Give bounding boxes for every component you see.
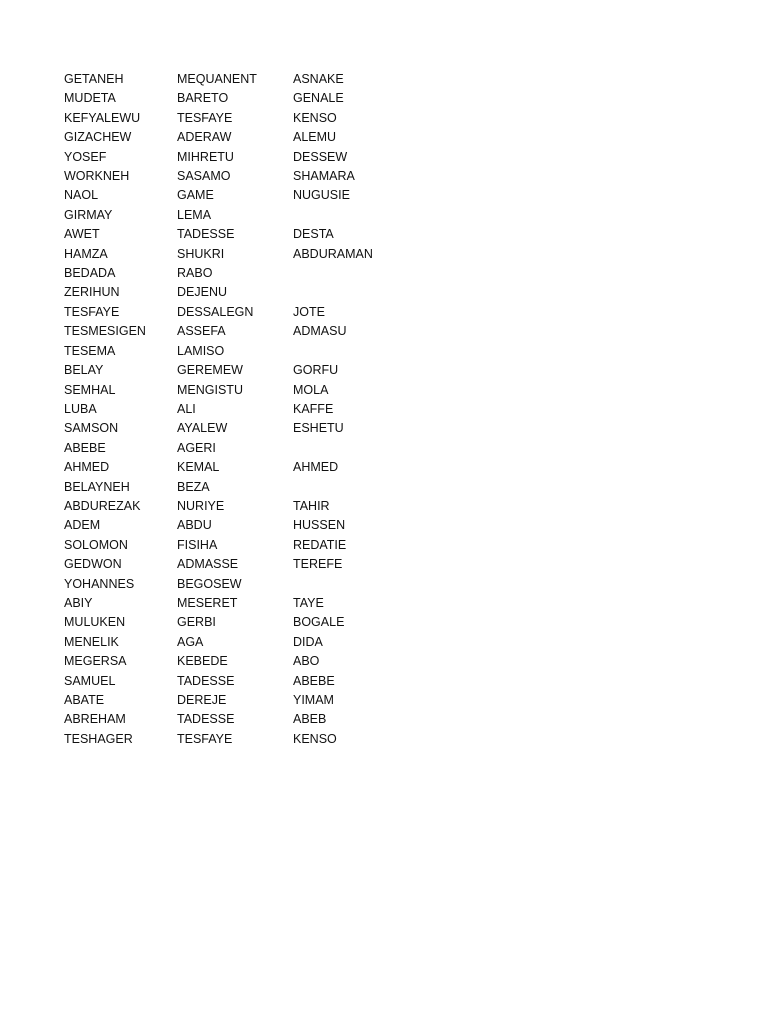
cell-first-name: KEFYALEWU (64, 110, 141, 125)
cell-middle-name: MEQUANENT (177, 72, 257, 86)
cell-first-name: SOLOMON (64, 537, 128, 552)
cell-last-name: ABO (293, 654, 320, 669)
cell-middle-name: MIHRETU (177, 149, 234, 164)
cell-last-name (293, 342, 413, 361)
table-row (64, 730, 413, 749)
cell-middle-name: LEMA (177, 207, 212, 222)
cell-first-name: AHMED (64, 460, 110, 475)
cell-last-name: NUGUSIE (293, 188, 350, 203)
cell-last-name: REDATIE (293, 537, 347, 552)
cell-middle-name: GEREMEW (177, 363, 243, 378)
cell-middle-name: RABO (177, 266, 213, 281)
table-row (64, 710, 413, 729)
table-row (64, 672, 413, 691)
cell-first-name: ABATE (64, 693, 105, 707)
cell-middle-name: TADESSE (177, 673, 235, 688)
cell-last-name: HUSSEN (293, 518, 346, 533)
cell-first-name: BEDADA (64, 266, 116, 281)
cell-first-name: TESFAYE (64, 304, 120, 319)
table-row (64, 342, 413, 361)
cell-middle-name: ABDU (177, 518, 212, 533)
cell-middle-name: GAME (177, 188, 214, 203)
table-row (64, 322, 413, 341)
table-row (64, 575, 413, 594)
table-row (64, 245, 413, 264)
table-row (64, 225, 413, 244)
table-row (64, 613, 413, 632)
cell-last-name (293, 264, 413, 283)
cell-last-name: KENSO (293, 110, 337, 125)
cell-last-name (293, 575, 413, 594)
table-row (64, 458, 413, 477)
cell-last-name (293, 206, 413, 225)
cell-last-name: DESSEW (293, 149, 348, 164)
cell-middle-name: LAMISO (177, 343, 225, 358)
cell-last-name (293, 439, 413, 458)
cell-first-name: ZERIHUN (64, 285, 120, 300)
cell-last-name: ABDURAMAN (293, 246, 373, 261)
names-table (64, 70, 413, 749)
cell-middle-name: AYALEW (177, 421, 228, 436)
cell-middle-name: BEZA (177, 479, 210, 494)
cell-last-name: ABEBE (293, 673, 335, 688)
table-row (64, 400, 413, 419)
cell-first-name: ADEM (64, 518, 101, 533)
table-row (64, 439, 413, 458)
cell-middle-name: SASAMO (177, 169, 231, 184)
cell-first-name: MUDETA (64, 91, 116, 106)
cell-first-name: ABEBE (64, 440, 106, 455)
cell-first-name: LUBA (64, 401, 97, 416)
cell-first-name: SAMUEL (64, 673, 116, 688)
cell-middle-name: DESSALEGN (177, 304, 254, 319)
table-row (64, 381, 413, 400)
cell-first-name: SAMSON (64, 421, 119, 436)
cell-last-name: KAFFE (293, 401, 334, 416)
table-row (64, 691, 413, 710)
cell-first-name: YOHANNES (64, 576, 135, 591)
table-row (64, 633, 413, 652)
table-row (64, 70, 413, 89)
cell-last-name: ESHETU (293, 421, 344, 436)
cell-first-name: ABREHAM (64, 712, 126, 727)
cell-first-name: GIRMAY (64, 207, 113, 222)
table-row (64, 516, 413, 535)
table-row (64, 419, 413, 438)
cell-middle-name: AGA (177, 634, 204, 649)
names-table-body (64, 70, 413, 749)
table-row (64, 303, 413, 322)
cell-first-name: YOSEF (64, 149, 107, 164)
cell-last-name: KENSO (293, 731, 337, 746)
cell-first-name: AWET (64, 227, 100, 242)
cell-last-name: MOLA (293, 382, 329, 397)
cell-middle-name: TESFAYE (177, 110, 233, 125)
cell-middle-name: ADMASSE (177, 557, 239, 572)
cell-last-name: YIMAM (293, 693, 334, 707)
table-row (64, 536, 413, 555)
cell-first-name: BELAY (64, 363, 104, 378)
cell-middle-name: SHUKRI (177, 246, 225, 261)
cell-middle-name: TADESSE (177, 227, 235, 242)
cell-middle-name: ADERAW (177, 130, 232, 145)
cell-first-name: WORKNEH (64, 169, 130, 184)
cell-first-name: MEGERSA (64, 654, 127, 669)
cell-first-name: SEMHAL (64, 382, 116, 397)
cell-middle-name: ASSEFA (177, 324, 226, 339)
table-row (64, 89, 413, 108)
cell-last-name: BOGALE (293, 615, 345, 630)
cell-last-name: DIDA (293, 634, 323, 649)
cell-first-name: TESMESIGEN (64, 324, 146, 339)
cell-first-name: MULUKEN (64, 615, 126, 630)
cell-middle-name: BEGOSEW (177, 576, 242, 591)
cell-first-name: ABDUREZAK (64, 498, 141, 513)
cell-first-name: NAOL (64, 188, 99, 203)
cell-last-name: TAHIR (293, 498, 330, 513)
cell-first-name: GIZACHEW (64, 130, 132, 145)
cell-middle-name: KEMAL (177, 460, 220, 475)
cell-middle-name: GERBI (177, 615, 216, 630)
cell-last-name: GORFU (293, 363, 339, 378)
cell-middle-name: TADESSE (177, 712, 235, 727)
cell-last-name: SHAMARA (293, 169, 355, 184)
table-row (64, 361, 413, 380)
table-row (64, 478, 413, 497)
cell-middle-name: NURIYE (177, 498, 225, 513)
table-row (64, 555, 413, 574)
cell-first-name: BELAYNEH (64, 479, 130, 494)
cell-last-name (293, 283, 413, 302)
table-row (64, 167, 413, 186)
cell-first-name: HAMZA (64, 246, 108, 261)
cell-first-name: GETANEH (64, 72, 124, 86)
cell-last-name: ABEB (293, 712, 327, 727)
cell-middle-name: MENGISTU (177, 382, 243, 397)
cell-middle-name: TESFAYE (177, 731, 233, 746)
table-row (64, 186, 413, 205)
cell-last-name: DESTA (293, 227, 334, 242)
cell-last-name: TEREFE (293, 557, 343, 572)
table-row (64, 594, 413, 613)
cell-middle-name: FISIHA (177, 537, 218, 552)
cell-middle-name: MESERET (177, 595, 238, 610)
table-row (64, 283, 413, 302)
cell-last-name: JOTE (293, 304, 325, 319)
table-row (64, 264, 413, 283)
cell-last-name: ASNAKE (293, 72, 344, 86)
cell-first-name: MENELIK (64, 634, 119, 649)
cell-last-name: AHMED (293, 460, 339, 475)
cell-middle-name: BARETO (177, 91, 229, 106)
table-row (64, 148, 413, 167)
cell-middle-name: DEJENU (177, 285, 228, 300)
cell-last-name: ADMASU (293, 324, 347, 339)
cell-last-name: GENALE (293, 91, 344, 106)
cell-first-name: TESHAGER (64, 731, 133, 746)
cell-middle-name: ALI (177, 401, 196, 416)
table-row (64, 497, 413, 516)
cell-first-name: GEDWON (64, 557, 122, 572)
cell-middle-name: AGERI (177, 440, 216, 455)
cell-last-name: ALEMU (293, 130, 337, 145)
cell-last-name: TAYE (293, 595, 324, 610)
table-row (64, 206, 413, 225)
table-row (64, 109, 413, 128)
cell-first-name: TESEMA (64, 343, 116, 358)
cell-first-name: ABIY (64, 595, 93, 610)
cell-middle-name: DEREJE (177, 693, 227, 707)
cell-middle-name: KEBEDE (177, 654, 228, 669)
cell-last-name (293, 478, 413, 497)
table-row (64, 652, 413, 671)
table-row (64, 128, 413, 147)
